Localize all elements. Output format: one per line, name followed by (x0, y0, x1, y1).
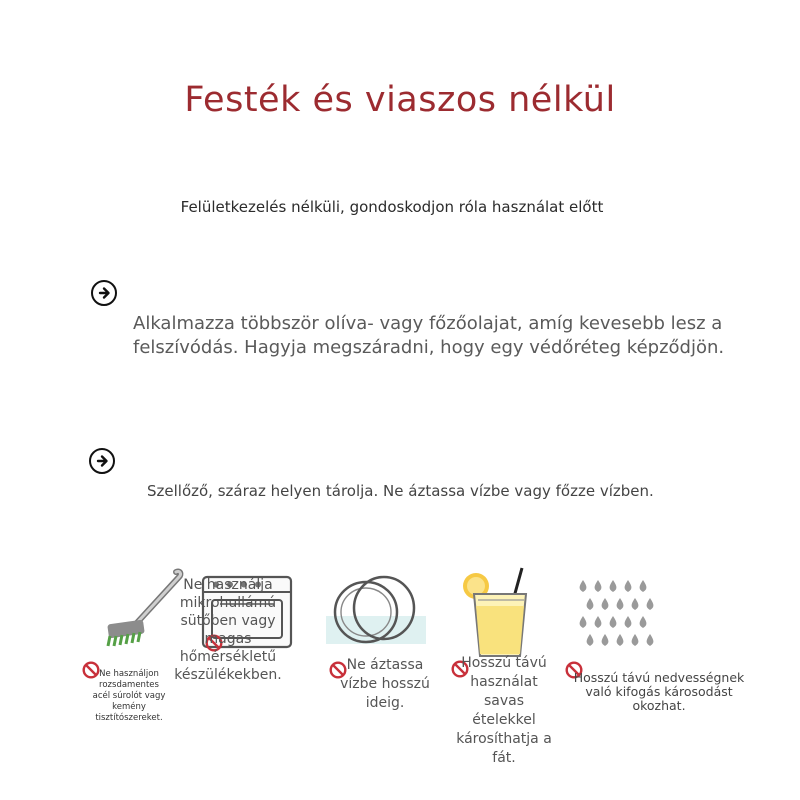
water-drop (625, 580, 632, 592)
water-drop (647, 598, 654, 610)
warning-moisture-text: Hosszú távú nedvességnek való kifogás károsodást okozhat. (573, 670, 745, 713)
water-drop (625, 616, 632, 628)
water-drop (580, 580, 587, 592)
water-drop (632, 598, 639, 610)
tip-oil-text: Alkalmazza többször olíva- vagy főzőolajat, amíg kevesebb lesz a felszívódás. Hagyja megszáradni, hogy egy védőréteg képződjön. (133, 313, 725, 358)
water-drop (595, 580, 602, 592)
water-drop (640, 580, 647, 592)
water-drop (587, 598, 594, 610)
water-drop (587, 634, 594, 646)
plate-in-water-icon (326, 572, 426, 648)
warning-acid-text: Hosszú távú használat savas ételekkel károsíthatja a fát. (456, 655, 552, 766)
water-drop (580, 616, 587, 628)
water-drop (610, 616, 617, 628)
water-drops-icon (575, 574, 655, 654)
tip-storage-text: Szellőző, száraz helyen tárolja. Ne áztassa vízbe vagy főzze vízben. (147, 482, 654, 500)
lemonade-glass-icon (460, 566, 536, 658)
water-drop (602, 634, 609, 646)
warning-soak-text: Ne áztassa vízbe hosszú ideig. (340, 657, 430, 711)
page-title: Festék és viaszos nélkül (184, 80, 616, 120)
arrow-right-icon (89, 448, 115, 474)
water-drop (640, 616, 647, 628)
water-drop (617, 598, 624, 610)
water-drop (602, 598, 609, 610)
water-drop (617, 634, 624, 646)
arrow-right-icon (91, 280, 117, 306)
warning-microwave-text: Ne használja mikrohullámú sütőben vagy magas hőmérsékletű készülékekben. (174, 577, 282, 683)
water-drop (647, 634, 654, 646)
water-drop (632, 634, 639, 646)
warning-scrubber-text: Ne használjon rozsdamentes acél súrolót vagy kemény tisztítószereket. (92, 669, 166, 723)
water-drop (610, 580, 617, 592)
page-subtitle: Felületkezelés nélküli, gondoskodjon róla használat előtt (180, 198, 604, 216)
water-drop (595, 616, 602, 628)
